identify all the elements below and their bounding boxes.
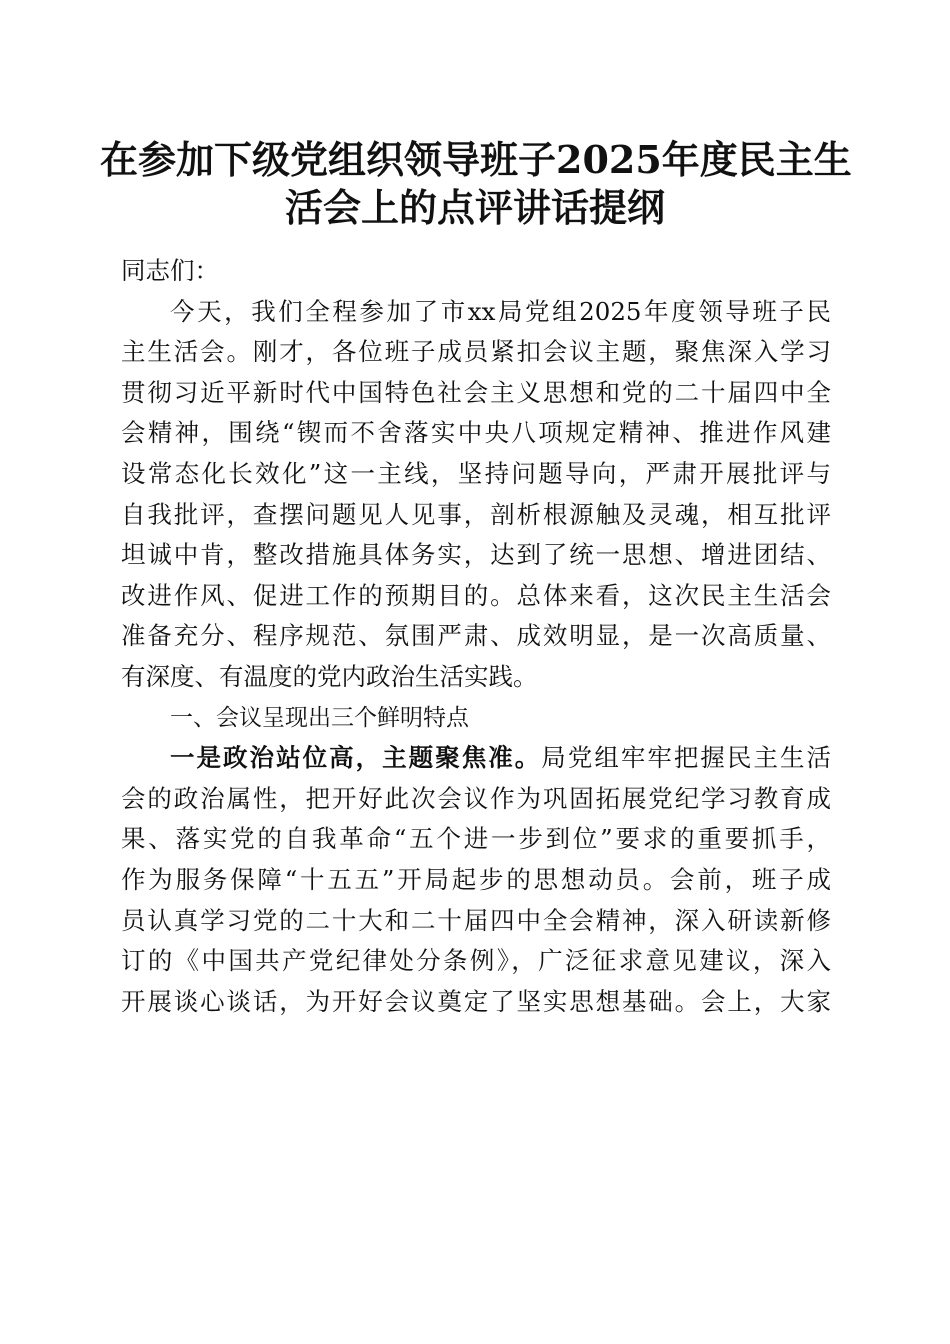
paragraph-1-line-7: 坦诚中肯，整改措施具体务实，达到了统一思想、增进团结、 (121, 540, 831, 570)
paragraph-1-line-2: 主生活会。刚才，各位班子成员紧扣会议主题，聚焦深入学习 (121, 337, 831, 367)
paragraph-2-lead: 一是政治站位高，主题聚焦准。 (170, 743, 542, 773)
paragraph-2-line-4: 作为服务保障“十五五”开局起步的思想动员。会前，班子成 (121, 864, 831, 894)
document-title (100, 136, 850, 232)
paragraph-2-line-3: 果、落实党的自我革命“五个进一步到位”要求的重要抓手， (121, 824, 831, 854)
section-heading-1: 一、会议呈现出三个鲜明特点 (170, 704, 469, 731)
paragraph-2-line-7: 开展谈心谈话，为开好会议奠定了坚实思想基础。会上，大家 (121, 986, 831, 1016)
document-body (121, 251, 831, 1022)
paragraph-1-line-5: 设常态化长效化”这一主线，坚持问题导向，严肃开展批评与 (121, 458, 831, 488)
paragraph-1-line-6: 自我批评，查摆问题见人见事，剖析根源触及灵魂，相互批评 (121, 499, 831, 529)
paragraph-1-line-1: 今天，我们全程参加了市xx局党组2025年度领导班子民 (170, 296, 831, 326)
paragraph-2-line-2: 会的政治属性，把开好此次会议作为巩固拓展党纪学习教育成 (121, 783, 831, 813)
paragraph-1-line-3: 贯彻习近平新时代中国特色社会主义思想和党的二十届四中全 (121, 377, 831, 407)
paragraph-1-line-8: 改进作风、促进工作的预期目的。总体来看，这次民主生活会 (121, 580, 831, 610)
title-line-2: 活会上的点评讲话提纲 (284, 185, 665, 230)
paragraph-1-line-9: 准备充分、程序规范、氛围严肃、成效明显，是一次高质量、 (121, 621, 831, 651)
title-line-1: 在参加下级党组织领导班子2025年度民主生 (100, 137, 852, 182)
paragraph-2-first-rest: 局党组牢牢把握民主生活 (541, 743, 832, 773)
paragraph-1-line-10: 有深度、有温度的党内政治生活实践。 (121, 661, 538, 691)
paragraph-2-line-5: 员认真学习党的二十大和二十届四中全会精神，深入研读新修 (121, 905, 831, 935)
paragraph-2-line-1 (121, 738, 831, 779)
paragraph-1-line-4: 会精神，围绕“锲而不舍落实中央八项规定精神、推进作风建 (121, 418, 831, 448)
salutation: 同志们： (121, 256, 219, 285)
paragraph-2-line-6: 订的《中国共产党纪律处分条例》，广泛征求意见建议，深入 (121, 946, 831, 976)
